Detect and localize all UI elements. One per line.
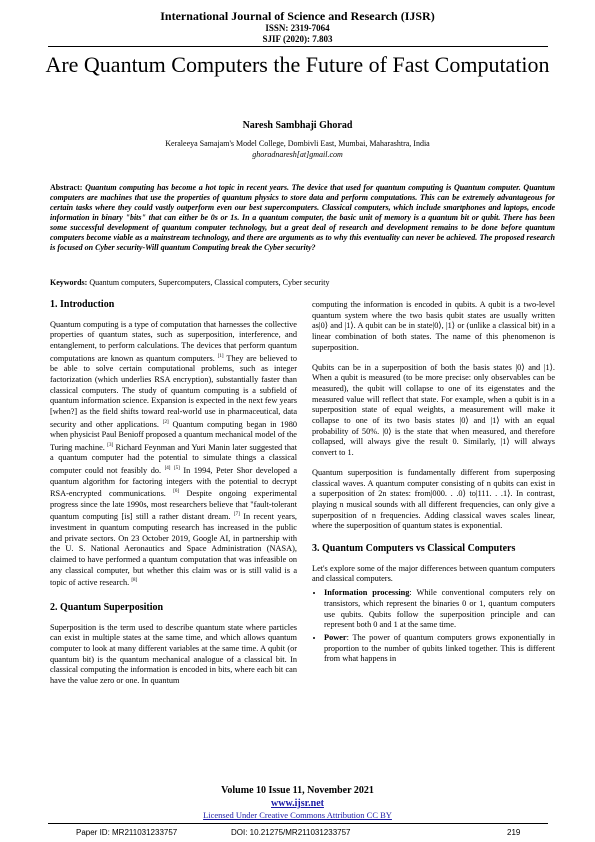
superposition-paragraph: Superposition is the term used to describe quantum state where particles can exist in multiple states at the same time, and which allows quantum computer to look at many different variables at the same time. A qubit (or quantum bit) is the quantum mechanical analogue of a classical bit. In classical computing the information is encoded in bits, where each bit can have the value zero or one. In quantum — [50, 622, 297, 686]
list-item — [324, 588, 555, 631]
right-column — [312, 300, 555, 667]
abstract — [50, 183, 555, 253]
header-rule — [48, 46, 548, 47]
bullet-text: : The power of quantum computers grows exponentially in proportion to the number of qubits linked together. This is different from what happens in — [324, 632, 555, 664]
ref-4: [4] — [164, 466, 171, 472]
intro-text-f: Despite ongoing experimental progress since the late 1990s, most researchers believe that "fault-tolerant quantum computing [is] still a rather distant dream. — [50, 489, 298, 522]
abstract-label: Abstract: — [50, 183, 83, 192]
left-column — [50, 300, 297, 696]
ref-2: [2] — [162, 419, 169, 425]
page-number: 219 — [507, 828, 521, 837]
introduction-paragraph — [50, 320, 297, 589]
ref-1: [1] — [217, 353, 224, 359]
comparison-intro: Let's explore some of the major differences between quantum computers and classical computers. — [312, 563, 555, 584]
ref-5: [5] — [173, 466, 180, 472]
intro-text-d: Richard Feynman and Yuri Manin later suggested that a quantum computer had the potential to simulate things a classical computer could not feasibly do. — [50, 442, 298, 475]
keywords — [50, 278, 555, 287]
volume-issue: Volume 10 Issue 11, November 2021 — [221, 785, 374, 796]
section-3-heading: 3. Quantum Computers vs Classical Computers — [312, 543, 516, 555]
author: Naresh Sambhaji Ghorad — [242, 120, 353, 131]
keywords-text: Quantum computers, Supercomputers, Classical computers, Cyber security — [89, 278, 330, 287]
bullet-text: : While conventional computers rely on transistors, which represent the binaries 0 or 1, quantum computers use qubits. Qubits follow the superposition principle and can represent both 0 and 1 at the same time. — [324, 588, 555, 630]
paper-id: Paper ID: MR211031233757 — [76, 828, 178, 837]
intro-text-b: They are believed to be able to solve certain computational problems, such as integer factorization (which underlies RSA encryption), substantially faster than classical computers. The study of quantum computing is a subfield of quantum information science. Expansion is expected in the next few years [when?] as the field shifts toward real-world use in pharmaceutical, data security and other applications. — [50, 353, 298, 429]
abstract-text: Quantum computing has become a hot topic in recent years. The device that used for quantum computing is Quantum computer. Quantum computers are machines that use the properties of quantum physics to store data and perform computations. This can be extremely advantageous for certain tasks where they could vastly outperform even our best supercomputers. Classical computers, which include smartphones and laptops, encode information in binary "bits" that can either be 0s or 1s. In a quantum computer, the basic unit of memory is a quantum bit or qubit. There has been some successful development of quantum computer technology, but a great deal of research and development remains to be done before quantum computers become viable as a mainstream technology, and there are arguments as to why this eventuality can never be achieved. The proposed research is focused on Cyber security-Will quantum Computing break the Cyber security? — [50, 183, 556, 252]
section-2-heading: 2. Quantum Superposition — [50, 601, 164, 613]
ref-7: [7] — [233, 512, 240, 518]
intro-text-c: Quantum computing began in 1980 when physicist Paul Benioff proposed a quantum mechanical model of the Turing machine. — [50, 419, 297, 452]
bullet-title: Power — [324, 632, 347, 642]
ref-8: [8] — [131, 578, 138, 584]
qubit-paragraph: computing the information is encoded in qubits. A qubit is a two-level quantum system where the two basis qubit states are usually written as|0⟩ and |1⟩. A qubit can be in state|0⟩, |1⟩ or (unlike a classical bit) in a linear combination of both states. The name of this phenomenon is superposition. — [312, 300, 555, 352]
bullet-title: Information processing — [324, 588, 410, 598]
issn: ISSN: 2319-7064 — [265, 23, 330, 33]
author-email: ghoradnaresh[at]gmail.com — [252, 150, 343, 159]
ref-6: [6] — [173, 489, 180, 495]
list-item — [324, 633, 555, 665]
comparison-list — [312, 588, 555, 665]
affiliation: Keraleeya Samajam's Model College, Dombivli East, Mumbai, Maharashtra, India — [165, 139, 430, 148]
paper-title: Are Quantum Computers the Future of Fast Computation — [45, 52, 550, 77]
journal-title: International Journal of Science and Research (IJSR) — [160, 9, 435, 23]
license-link[interactable]: Licensed Under Creative Commons Attribution CC BY — [203, 810, 392, 820]
measurement-paragraph: Qubits can be in a superposition of both the basis states |0⟩ and |1⟩. When a qubit is measured (to be more precise: only observables can be measured), the qubit will collapse to one of its eigenstates and the measured value will reflect that state. For example, when a qubit is in a superposition state of equal weights, a measurement will make it collapse to one of its two basis states |0⟩ and |1⟩ with an equal probability of 50%. |0⟩ is the state that when measured, and therefore collapsed, will always give the result 0. Similarly, |1⟩ will always convert to 1. — [312, 362, 555, 458]
wave-paragraph: Quantum superposition is fundamentally different from superposing classical waves. A quantum computer consisting of n qubits can exist in a superposition of 2n states: from|000. . .0⟩ to|111. . .1⟩. In contrast, playing n musical sounds with all different frequencies, can only give a superposition of n frequencies. Adding classical waves scales linear, where the superposition of quantum states is exponential. — [312, 467, 555, 531]
intro-text-a: Quantum computing is a type of computation that harnesses the collective properties of quantum states, such as superposition, interference, and entanglement, to perform calculations. The devices that perform quantum computations are known as quantum computers. — [50, 319, 297, 363]
intro-text-g: In recent years, investment in quantum computing research has increased in the public and private sectors. On 23 October 2019, Google AI, in partnership with the U. S. National Aeronautics and Space Administration (NASA), claimed to have performed a quantum computation that was infeasible on any classical computer, but whether this claim was or is still valid is a topic of active research. — [50, 512, 298, 588]
intro-text-e: In 1994, Peter Shor developed a quantum algorithm for factoring integers with the potential to decrypt RSA-encrypted communications. — [50, 465, 298, 499]
website-link[interactable]: www.ijsr.net — [271, 798, 324, 809]
section-1-heading: 1. Introduction — [50, 299, 115, 310]
footer-rule — [48, 823, 548, 824]
ref-3: [3] — [107, 442, 114, 448]
keywords-label: Keywords: — [50, 278, 88, 287]
sjif: SJIF (2020): 7.803 — [262, 34, 333, 44]
doi: DOI: 10.21275/MR211031233757 — [231, 828, 351, 837]
